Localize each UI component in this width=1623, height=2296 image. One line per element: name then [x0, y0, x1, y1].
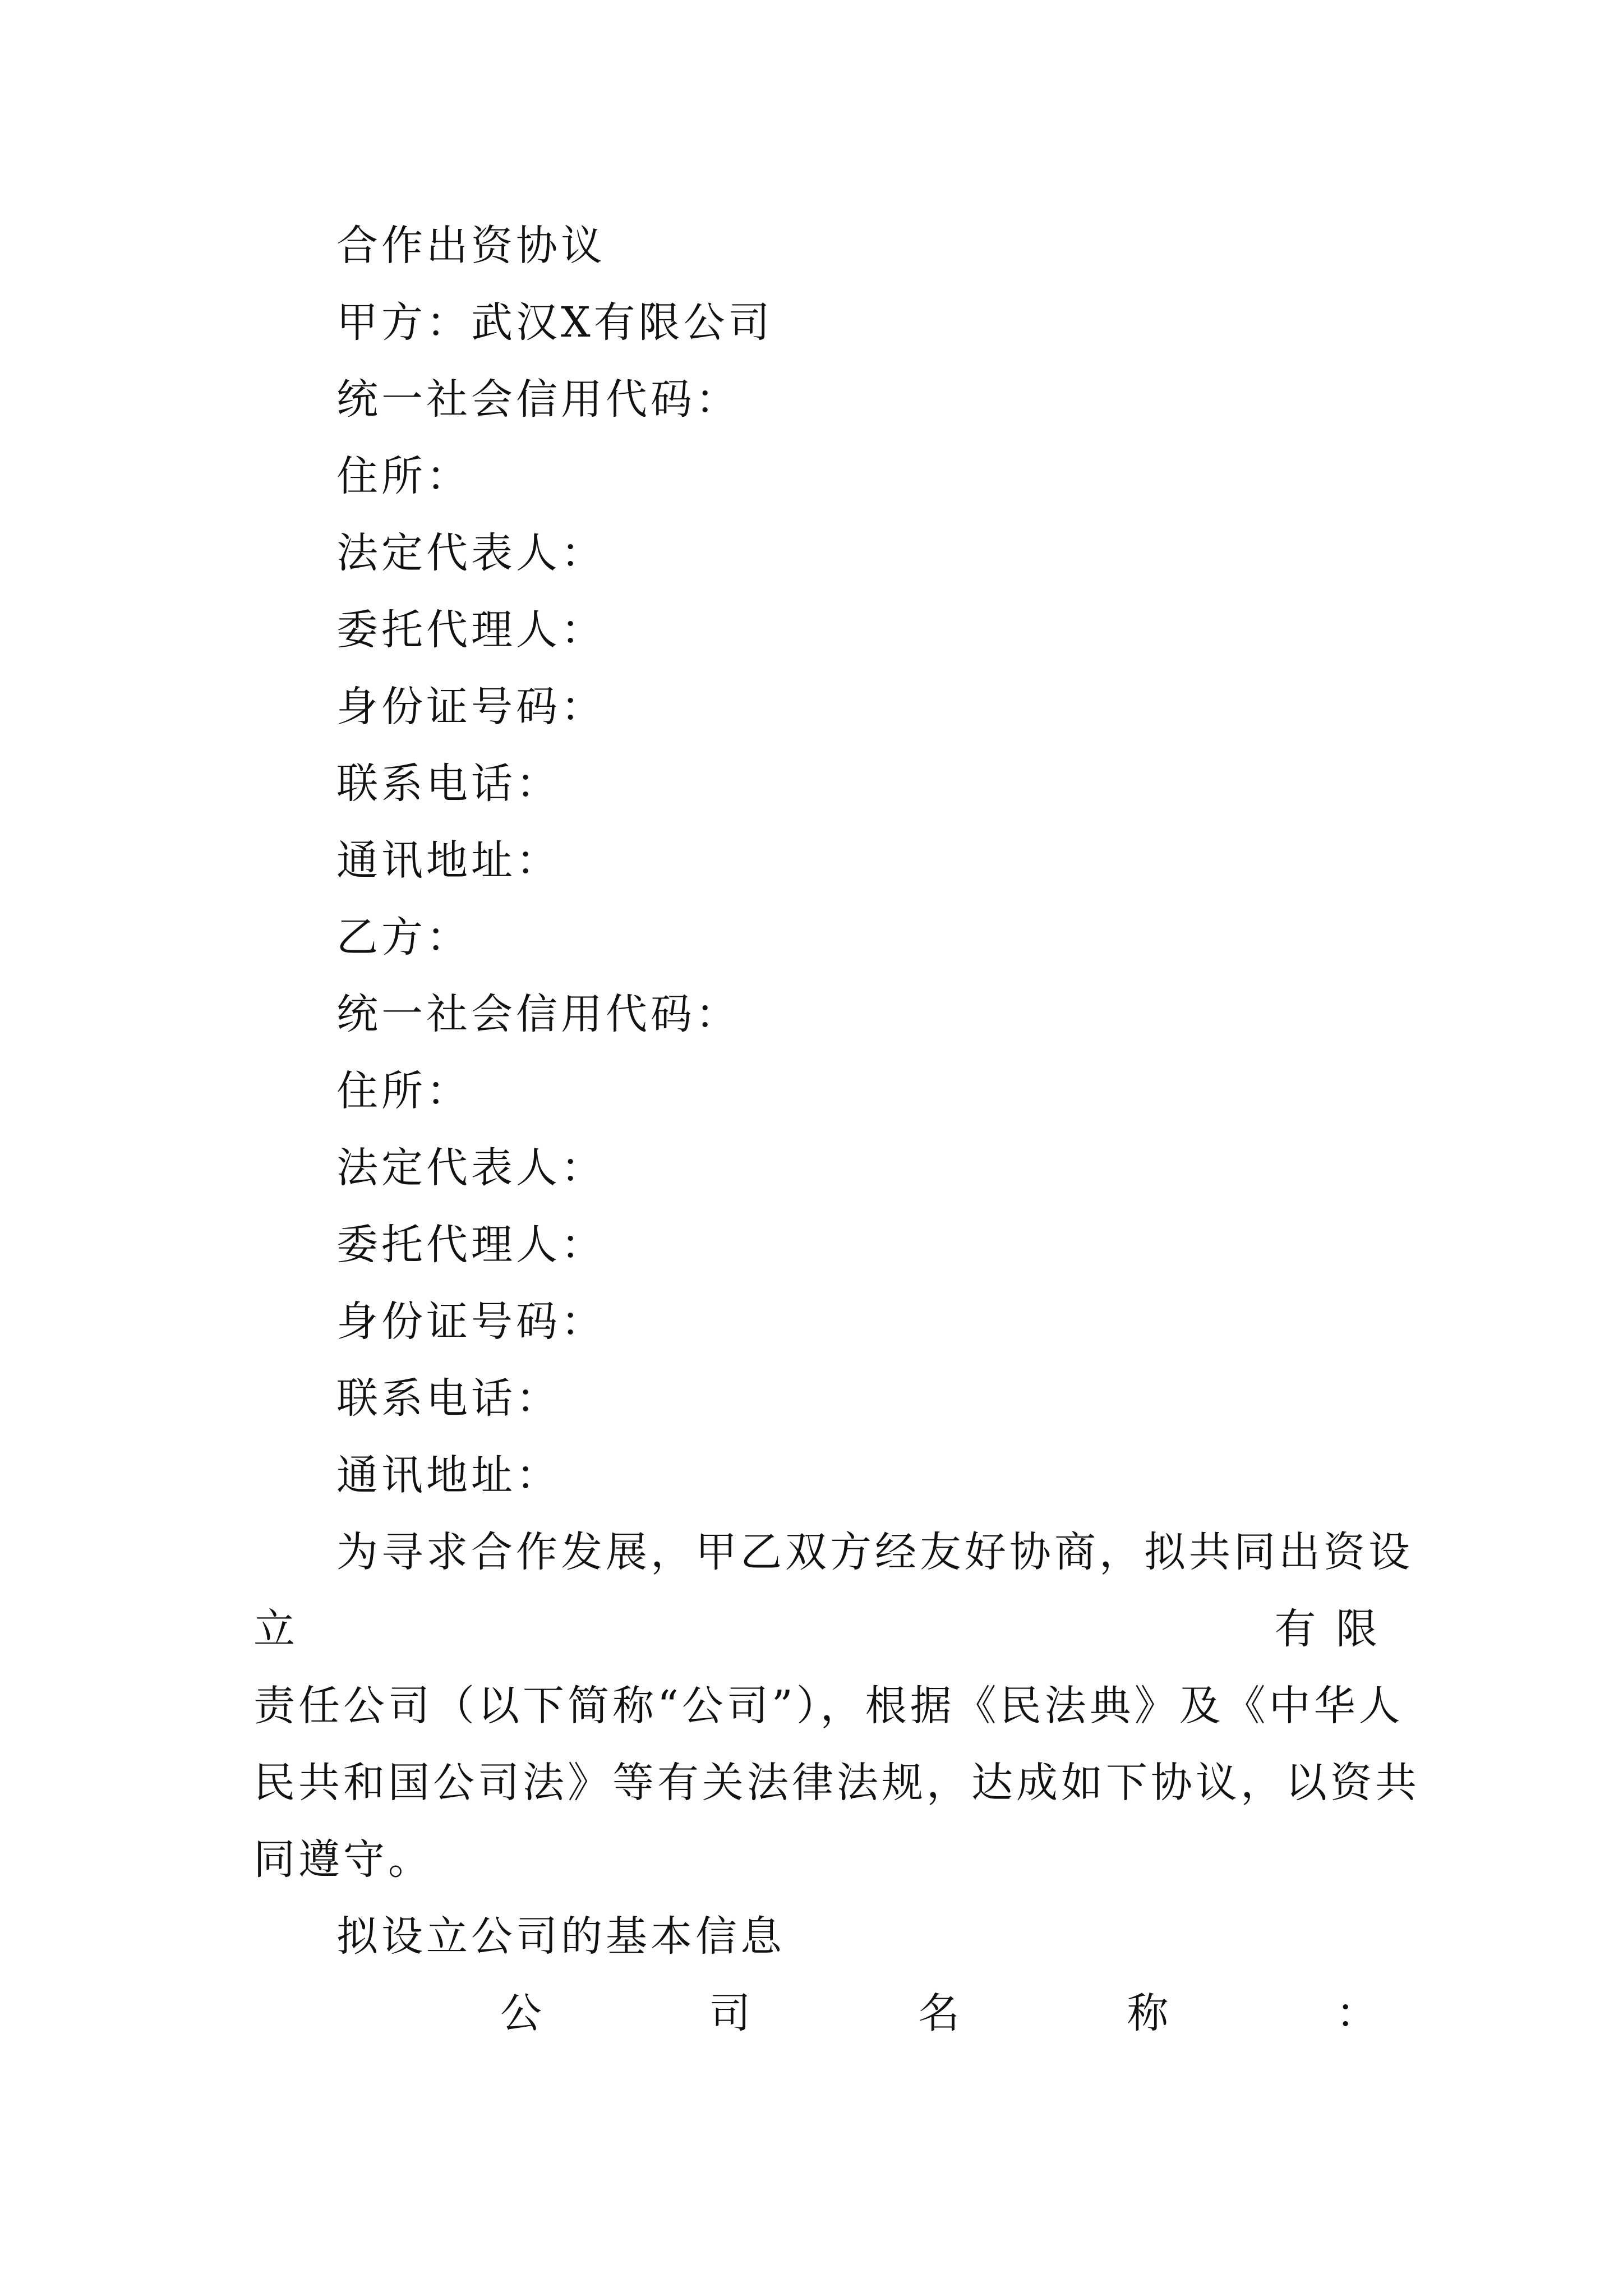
preamble-line-5: 同遵守。: [253, 1835, 433, 1884]
company-name-colon: ：: [1336, 1989, 1381, 2037]
party-a-id-number: 身份证号码：: [336, 683, 606, 731]
company-name-char-4: 称: [1127, 1989, 1172, 2037]
document-body: [253, 208, 1420, 2052]
preamble-line-1: 为寻求合作发展，甲乙双方经友好协商，拟共同出资设: [336, 1528, 1413, 1576]
party-a-address: 住所：: [336, 452, 471, 500]
company-name-label: [500, 1975, 1381, 2052]
party-a-phone: 联系电话：: [336, 760, 561, 808]
preamble-line-2-right: [1274, 1591, 1381, 1668]
party-b-name: 乙方：: [336, 913, 471, 961]
preamble-line-3: 责任公司（以下简称“公司”），根据《民法典》及《中华人: [253, 1682, 1404, 1730]
party-b-id-number: 身份证号码：: [336, 1297, 606, 1346]
company-name-char-2: 司: [709, 1989, 754, 2037]
preamble-line-2-right-a: 有: [1274, 1605, 1320, 1653]
party-b-legal-rep: 法定代表人：: [336, 1144, 606, 1192]
party-b-mail-address: 通讯地址：: [336, 1451, 561, 1499]
preamble-line-2: [253, 1591, 1381, 1668]
party-b-credit-code: 统一社会信用代码：: [336, 990, 740, 1038]
party-a-name: 甲方：武汉X有限公司: [336, 298, 773, 347]
company-name-char-1: 公: [500, 1989, 545, 2037]
preamble-line-2-right-b: 限: [1336, 1605, 1381, 1653]
party-a-agent: 委托代理人：: [336, 606, 606, 654]
party-a-mail-address: 通讯地址：: [336, 836, 561, 885]
party-a-credit-code: 统一社会信用代码：: [336, 375, 740, 424]
preamble-line-2-left: 立: [253, 1605, 298, 1653]
party-b-phone: 联系电话：: [336, 1374, 561, 1423]
party-b-agent: 委托代理人：: [336, 1221, 606, 1269]
party-a-legal-rep: 法定代表人：: [336, 529, 606, 577]
company-name-char-3: 名: [918, 1989, 963, 2037]
party-b-address: 住所：: [336, 1067, 471, 1115]
section-heading: 拟设立公司的基本信息: [336, 1912, 785, 1961]
document-title: 合作出资协议: [336, 222, 606, 270]
preamble-line-4: 民共和国公司法》等有关法律法规，达成如下协议，以资共: [253, 1759, 1420, 1807]
